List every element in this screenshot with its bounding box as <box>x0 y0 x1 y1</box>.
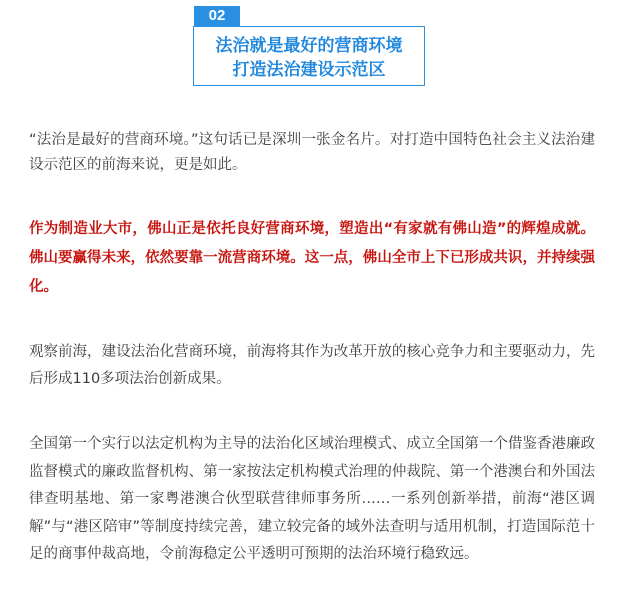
paragraph-intro: “法治是最好的营商环境。”这句话已是深圳一张金名片。对打造中国特色社会主义法治建设示范区的前海来说，更是如此。 <box>29 132 595 173</box>
paragraph-highlight: 作为制造业大市，佛山正是依托良好营商环境，塑造出“有家就有佛山造”的辉煌成就。佛山要赢得未来，依然要靠一流营商环境。这一点，佛山全市上下已形成共识，并持续强化。 <box>29 221 595 295</box>
section-title-box <box>193 26 425 86</box>
paragraph-achievements: 全国第一个实行以法定机构为主导的法治化区域治理模式、成立全国第一个借鉴香港廉政监督模式的廉政监督机构、第一家按法定机构模式治理的仲裁院、第一个港澳台和外国法律查明基地、第一家粤港澳合伙型联营律师事务所……一系列创新举措，前海“港区调解”与“港区陪审”等制度持续完善，建立较完备的域外法查明与适用机制，打造国际范十足的商事仲裁高地，令前海稳定公平透明可预期的法治环境行稳致远。 <box>29 436 595 562</box>
section-title-line-1: 法治就是最好的营商环境 <box>215 36 403 56</box>
paragraph-observation: 观察前海，建设法治化营商环境，前海将其作为改革开放的核心竞争力和主要驱动力，先后形成110多项法治创新成果。 <box>29 344 595 387</box>
section-title-line-2: 打造法治建设示范区 <box>232 60 386 80</box>
section-number-badge: 02 <box>194 6 240 26</box>
